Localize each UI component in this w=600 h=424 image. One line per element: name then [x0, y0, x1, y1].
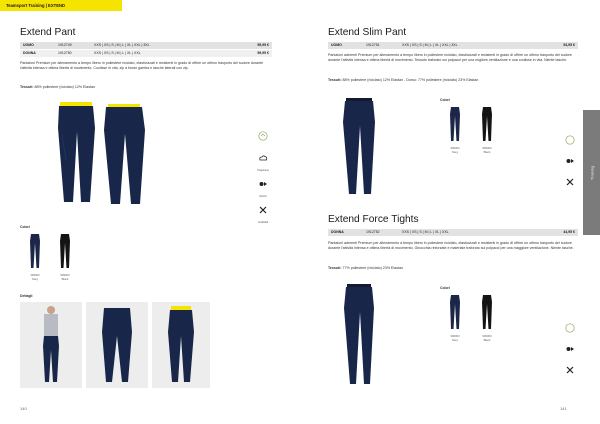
color-code: 396000 — [450, 334, 460, 338]
fabric-info — [328, 266, 578, 271]
color-name: Black — [483, 337, 491, 342]
hanger-icon — [258, 205, 268, 215]
feature-icons — [562, 320, 578, 380]
page-number-right: 141 — [560, 406, 567, 411]
color-code: 999000 — [482, 334, 492, 338]
sku-row-donna — [328, 229, 578, 236]
sku-sizes: XXS | XS | S | M | L | XL | XXL — [402, 230, 449, 234]
side-tab-training — [583, 110, 600, 235]
stretch-icon — [565, 156, 575, 166]
fabric-text: 77% poliestere (riciclato) 23% Elastan — [342, 266, 404, 270]
feature-icons — [562, 132, 578, 192]
page-title-extend-force-tights: Extend Force Tights — [328, 214, 419, 225]
sku-row-uomo — [328, 42, 578, 49]
sku-sizes: XXS | XS | S | M | L | XL | XXL — [94, 51, 141, 55]
stretch-icon — [565, 344, 575, 354]
sku-row-donna — [20, 50, 272, 57]
color-name: Black — [483, 149, 491, 154]
color-swatch-navy[interactable] — [22, 233, 48, 281]
fabric-label: Tessuti: — [328, 266, 342, 270]
fabric-label: Tessuti: — [20, 85, 34, 89]
section-tab: Teamsport Training | EXTEND — [0, 0, 122, 11]
product-photo-tights — [340, 282, 380, 388]
color-swatch-black[interactable] — [474, 294, 500, 342]
pant-back — [104, 104, 145, 204]
detail-photo-2 — [86, 302, 148, 388]
pant-front — [58, 102, 95, 202]
color-name: Navy — [451, 149, 459, 154]
colors-label: Colori — [20, 225, 30, 229]
sku-code: 1912749 — [58, 43, 72, 47]
swatch-image — [448, 106, 462, 142]
page-title-extend-slim-pant: Extend Slim Pant — [328, 27, 407, 38]
detail-figure — [152, 302, 210, 388]
sku-price: 59,95 € — [257, 43, 269, 47]
product-description: Pantaloni aderenti Premium per allenamento a tempo libero in poliestere riciclato, elasticizzati e resistenti in grado di offrire un ottimo trasporto del sudore durante l'attività intensa e ottima libertà di movimento. Tessuto traforato sui polpacci per una migliore ventilazione e una coulisse in vita. Niente tasche. — [328, 53, 572, 63]
sku-price: 59,95 € — [257, 51, 269, 55]
color-name: Black — [61, 276, 69, 281]
sku-code: 1912751 — [366, 43, 380, 47]
colors-label: Colori — [440, 286, 450, 290]
side-tab-label: Training — [589, 165, 594, 180]
icon-label: Vestibilità — [257, 221, 269, 224]
product-photo-slim — [340, 96, 380, 198]
detail-photo-1 — [20, 302, 82, 388]
details-label: Dettagli — [20, 294, 33, 298]
sku-label: DONNA — [331, 230, 344, 234]
swatch-image — [448, 294, 462, 330]
color-name: Navy — [451, 337, 459, 342]
fabric-info — [328, 78, 578, 83]
fabric-info — [20, 85, 272, 90]
swatch-image — [58, 233, 72, 269]
hanger-icon — [565, 365, 575, 375]
sku-label: UOMO — [331, 43, 342, 47]
sku-code: 1912750 — [58, 51, 72, 55]
stretch-icon — [258, 179, 268, 189]
sku-price: 54,95 € — [563, 43, 575, 47]
color-swatch-navy[interactable] — [442, 294, 468, 342]
color-code: 396000 — [30, 273, 40, 277]
sku-sizes: XXS | XS | S | M | L | XL | XXL | 3XL — [402, 43, 458, 47]
product-description: Pantaloni Premium per allenamento a tempo libero in poliestere riciclato, elasticizzati e resistenti in grado di offrire un ottimo trasporto del sudore durante l'attività intensa e ottima libertà di movimento. Coulisse in vita, zip a fondo gamba e tasche laterali con zip. — [20, 61, 264, 71]
product-photo-main — [40, 98, 230, 208]
sku-label: UOMO — [23, 43, 34, 47]
color-code: 999000 — [482, 146, 492, 150]
detail-photo-3 — [152, 302, 210, 388]
icon-label: Traspirante — [256, 169, 269, 172]
fabric-label: Tessuti: — [328, 78, 342, 82]
color-swatch-black[interactable] — [52, 233, 78, 281]
sku-label: DONNA — [23, 51, 36, 55]
detail-figure — [20, 302, 82, 388]
page-title-extend-pant: Extend Pant — [20, 27, 76, 38]
cloud-icon — [258, 153, 268, 163]
color-code: 999000 — [60, 273, 70, 277]
color-name: Navy — [31, 276, 39, 281]
color-code: 396000 — [450, 146, 460, 150]
colors-label: Colori — [440, 98, 450, 102]
fabric-text: 88% poliestere (riciclato) 12% Elastan — [34, 85, 96, 89]
sku-row-uomo — [20, 42, 272, 49]
hanger-icon — [565, 177, 575, 187]
recycled-icon — [565, 323, 575, 333]
sku-price: 44,95 € — [563, 230, 575, 234]
fabric-text: 88% poliestere (riciclato) 12% Elastan - Dorso: 77% poliestere (riciclato) 23% Elastan — [342, 78, 479, 82]
page-number-left: 140 — [20, 406, 27, 411]
color-swatch-black[interactable] — [474, 106, 500, 154]
swatch-image — [480, 106, 494, 142]
recycled-icon — [565, 135, 575, 145]
swatch-image — [28, 233, 42, 269]
sku-code: 1912752 — [366, 230, 380, 234]
feature-icons — [255, 128, 271, 228]
icon-label: Stretch — [259, 195, 267, 198]
swatch-image — [480, 294, 494, 330]
product-description: Pantaloni aderenti Premium per allenamento a tempo libero in poliestere riciclato, elasticizzati e resistenti in grado di offrire un ottimo trasporto del sudore durante l'attività intensa e ottima libertà di movimento. Ginocchia rinforzate e materiale traforato sui polpacci per una maggiore ventilazione. Niente tasche. — [328, 241, 574, 251]
sku-sizes: XXS | XS | S | M | L | XL | XXL | 3XL — [94, 43, 150, 47]
detail-figure — [86, 302, 148, 388]
recycled-icon — [258, 131, 268, 141]
color-swatch-navy[interactable] — [442, 106, 468, 154]
